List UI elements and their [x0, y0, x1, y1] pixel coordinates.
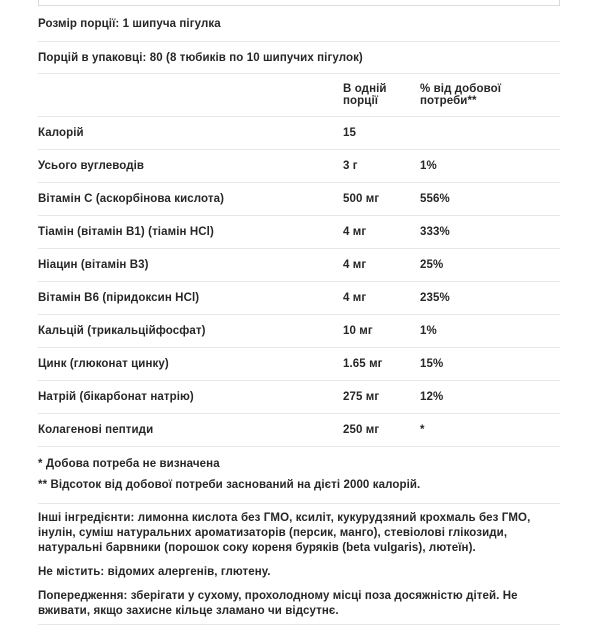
- serving-size-row: [38, 6, 560, 42]
- column-header-row: [38, 74, 560, 117]
- nutrient-label: Усього вуглеводів: [38, 160, 145, 172]
- nutrient-amount: 10 мг: [343, 325, 373, 337]
- nutrient-label: Вітамін B6 (піридоксин HCl): [38, 292, 200, 304]
- footnote-daily-value-not-established: * Добова потреба не визначена: [38, 458, 220, 470]
- nutrient-label: Колагенові пептиди: [38, 424, 154, 436]
- nutrient-amount: 1.65 мг: [343, 358, 383, 370]
- nutrient-row-zinc: [38, 348, 560, 381]
- nutrient-dv: 25%: [420, 259, 444, 271]
- supplement-facts-panel: [38, 0, 560, 625]
- footnotes-section: [38, 447, 560, 504]
- nutrient-row-sodium: [38, 381, 560, 414]
- nutrient-row-collagen-peptides: [38, 414, 560, 447]
- allergen-info-text: Не містить: відомих алергенів, глютену.: [38, 566, 271, 578]
- nutrient-label: Ніацин (вітамін B3): [38, 259, 149, 271]
- nutrient-row-niacin: [38, 249, 560, 282]
- details-section: [38, 504, 560, 625]
- nutrient-label: Натрій (бікарбонат натрію): [38, 391, 194, 403]
- column-header-dv: % від добової потреби**: [420, 83, 502, 107]
- other-ingredients-text: Інші інгредієнти: лимонна кислота без ГМО, ксиліт, кукурудзяний крохмаль без ГМО, інулін, суміш натуральних ароматизаторів (персик, манго), стевіолові глікозиди, натуральні барвники (порошок соку кореня буряків (beta vulgaris), лютеїн).: [38, 512, 531, 554]
- nutrient-amount: 4 мг: [343, 259, 367, 271]
- nutrient-label: Тіамін (вітамін B1) (тіамін HCl): [38, 226, 214, 238]
- nutrient-dv: 235%: [420, 292, 450, 304]
- nutrient-dv: *: [420, 424, 425, 436]
- nutrient-dv: 1%: [420, 160, 437, 172]
- nutrient-label: Вітамін C (аскорбінова кислота): [38, 193, 224, 205]
- nutrient-row-vitamin-c: [38, 183, 560, 216]
- nutrient-dv: 333%: [420, 226, 450, 238]
- nutrient-label: Цинк (глюконат цинку): [38, 358, 169, 370]
- nutrient-row-calcium: [38, 315, 560, 348]
- nutrient-amount: 250 мг: [343, 424, 380, 436]
- nutrient-label: Кальцій (трикальційфосфат): [38, 325, 206, 337]
- nutrient-amount: 4 мг: [343, 292, 367, 304]
- nutrient-row-thiamin: [38, 216, 560, 249]
- nutrient-row-calories: [38, 117, 560, 150]
- serving-size-text: Розмір порції: 1 шипуча пігулка: [38, 17, 221, 30]
- footnote-percent-daily-value: ** Відсоток від добової потреби заснований на дієті 2000 калорій.: [38, 479, 421, 491]
- nutrient-dv: 12%: [420, 391, 444, 403]
- nutrient-dv: 556%: [420, 193, 450, 205]
- warnings-text: Попередження: зберігати у сухому, прохолодному місці поза досяжністю дітей. Не вживати, якщо захисне кільце зламано чи відсутнє.: [38, 590, 518, 617]
- servings-per-container-row: [38, 42, 560, 74]
- nutrient-amount: 4 мг: [343, 226, 367, 238]
- nutrient-amount: 275 мг: [343, 391, 380, 403]
- nutrient-amount: 500 мг: [343, 193, 380, 205]
- servings-per-container-text: Порцій в упаковці: 80 (8 тюбиків по 10 шипучих пігулок): [38, 51, 363, 64]
- nutrient-amount: 3 г: [343, 160, 358, 172]
- nutrient-row-vitamin-b6: [38, 282, 560, 315]
- column-header-amount: В одній порції: [343, 83, 387, 107]
- nutrient-dv: 15%: [420, 358, 444, 370]
- nutrient-amount: 15: [343, 127, 356, 139]
- nutrient-label: Калорій: [38, 127, 84, 139]
- nutrient-row-carbs: [38, 150, 560, 183]
- nutrient-dv: 1%: [420, 325, 437, 337]
